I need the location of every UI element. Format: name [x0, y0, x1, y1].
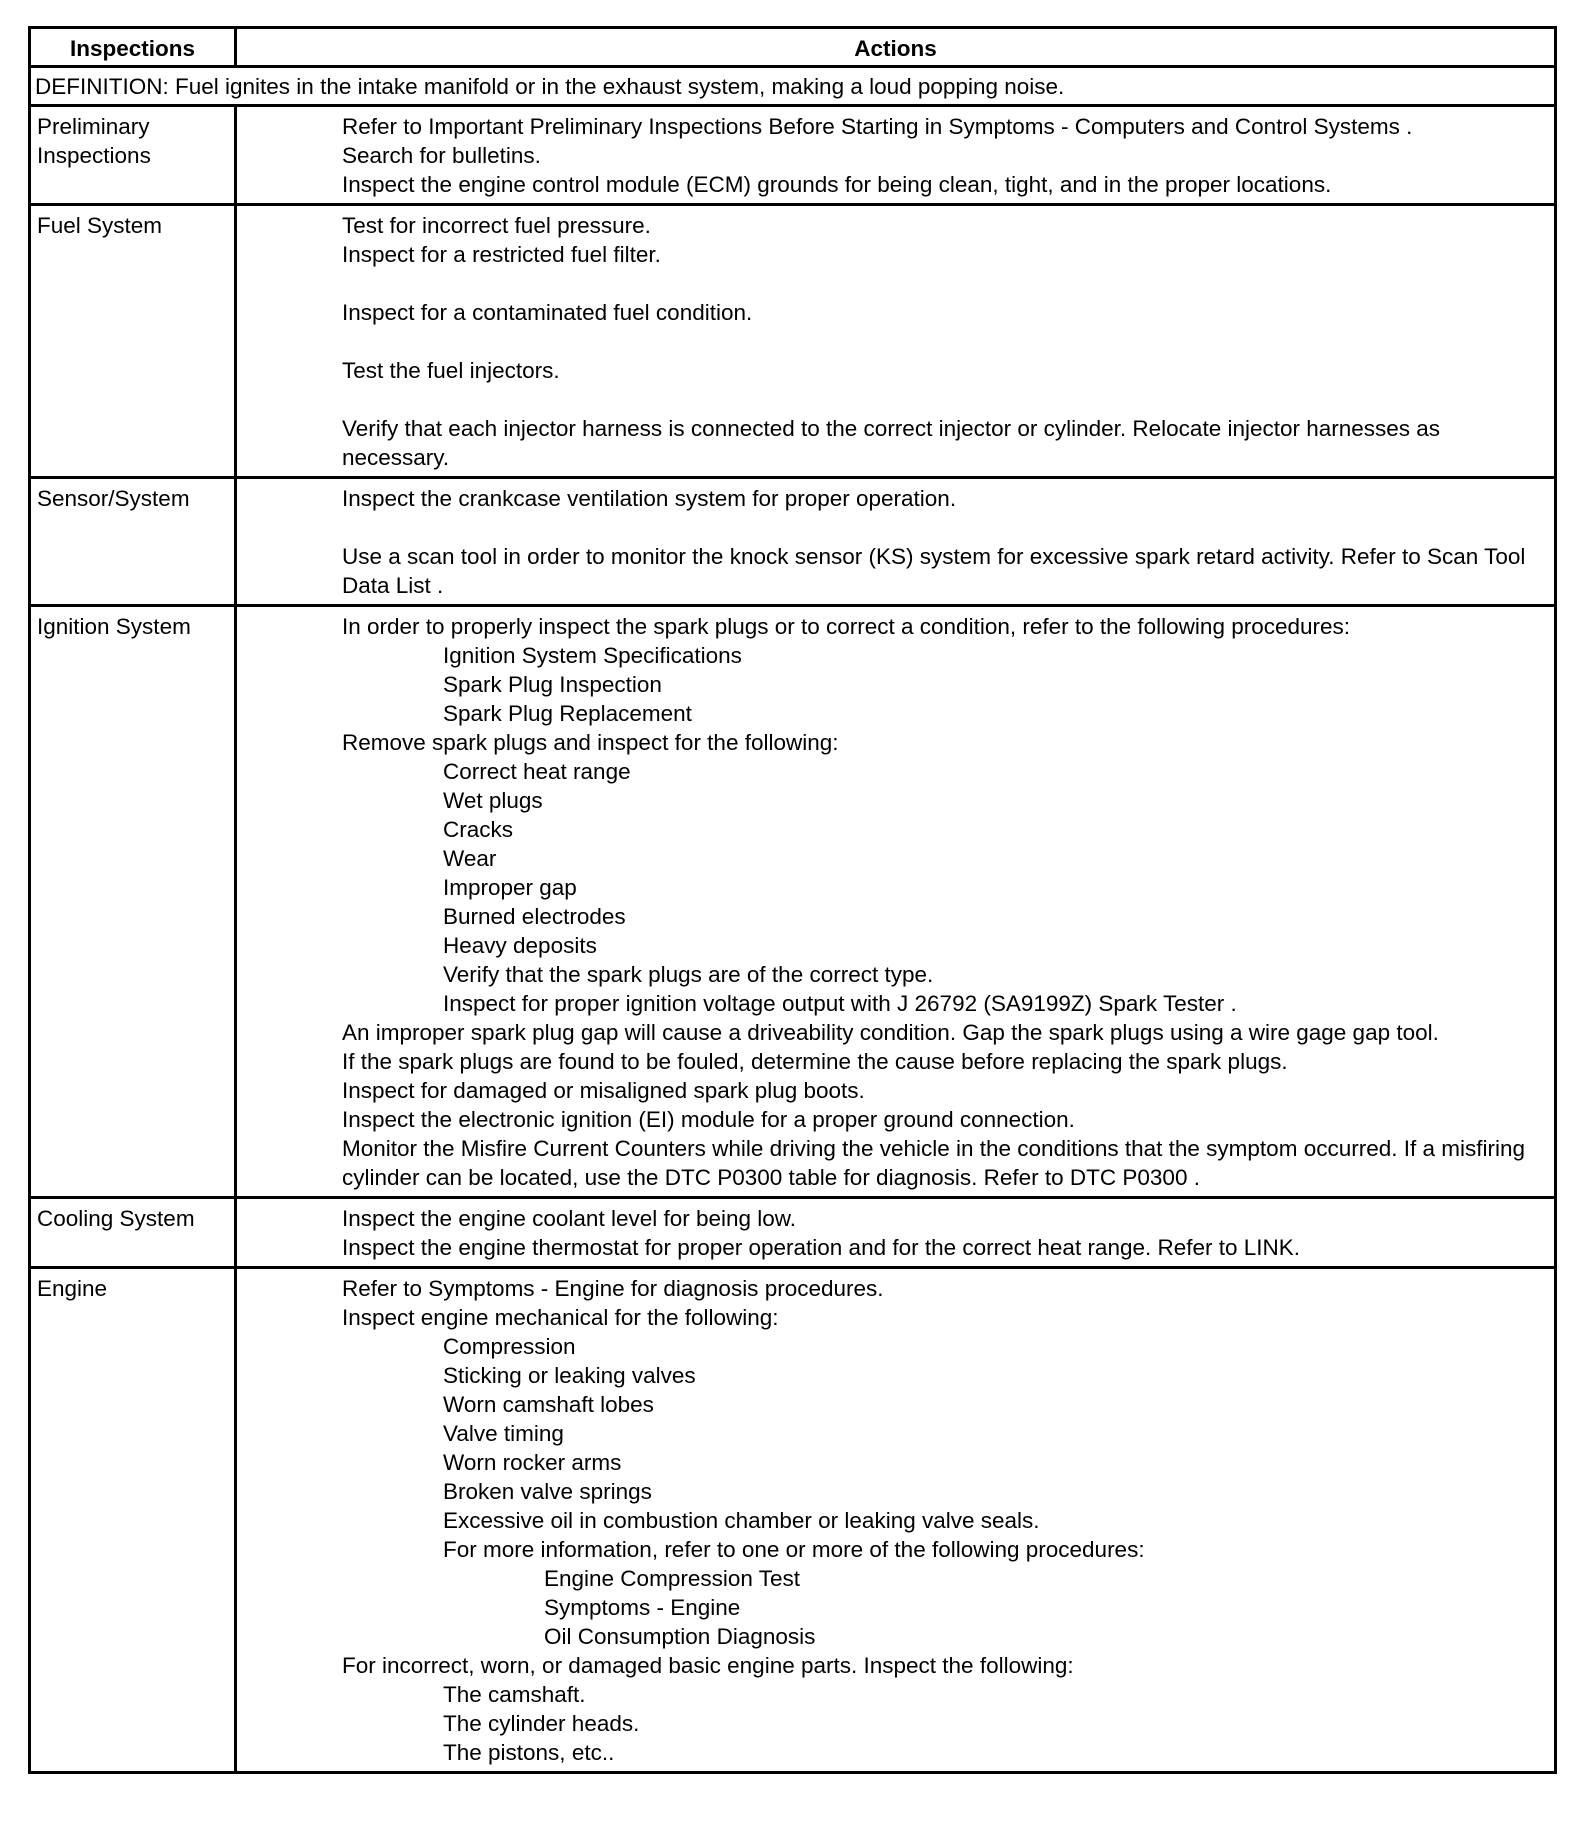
action-line: Inspect for damaged or misaligned spark plug boots.	[342, 1078, 865, 1103]
actions-cell	[236, 205, 1556, 478]
action-line: Sticking or leaking valves	[443, 1363, 696, 1388]
blank-line	[342, 513, 1546, 542]
definition-text: DEFINITION: Fuel ignites in the intake manifold or in the exhaust system, making a loud popping noise.	[30, 67, 1556, 106]
actions-header: Actions	[236, 28, 1556, 67]
table-row	[30, 478, 1556, 606]
action-line: Ignition System Specifications	[443, 643, 742, 668]
header-row	[30, 28, 1556, 67]
action-line: An improper spark plug gap will cause a driveability condition. Gap the spark plugs using a wire gage gap tool.	[342, 1020, 1439, 1045]
action-line: Search for bulletins.	[342, 143, 541, 168]
action-line: Inspect the engine coolant level for being low.	[342, 1206, 797, 1231]
action-line: Compression	[443, 1334, 576, 1359]
action-line: Engine Compression Test	[544, 1566, 800, 1591]
action-line: Cracks	[443, 817, 514, 842]
action-line: The pistons, etc..	[443, 1740, 615, 1765]
inspections-header: Inspections	[30, 28, 236, 67]
action-line: Test the fuel injectors.	[342, 358, 560, 383]
action-line: Monitor the Misfire Current Counters while driving the vehicle in the conditions that the symptom occurred. If a misfiring cylinder can be located, use the DTC P0300 table for diagnosis. Refer to DTC P0300 .	[342, 1136, 1526, 1190]
inspection-cell: Cooling System	[30, 1198, 236, 1268]
table-row	[30, 205, 1556, 478]
action-line: Valve timing	[443, 1421, 564, 1446]
action-line: Wet plugs	[443, 788, 543, 813]
action-line: Inspect the electronic ignition (EI) module for a proper ground connection.	[342, 1107, 1075, 1132]
action-line: Use a scan tool in order to monitor the knock sensor (KS) system for excessive spark retard activity. Refer to Scan Tool Data List .	[342, 544, 1526, 598]
action-line: Inspect engine mechanical for the following:	[342, 1305, 779, 1330]
action-line: Inspect the engine control module (ECM) grounds for being clean, tight, and in the proper locations.	[342, 172, 1332, 197]
blank-line	[342, 385, 1546, 414]
action-line: Correct heat range	[443, 759, 631, 784]
action-line: Broken valve springs	[443, 1479, 652, 1504]
action-line: Verify that each injector harness is connected to the correct injector or cylinder. Relocate injector harnesses as necessary.	[342, 416, 1441, 470]
actions-cell	[236, 106, 1556, 205]
action-line: Verify that the spark plugs are of the correct type.	[443, 962, 934, 987]
inspection-cell: Sensor/System	[30, 478, 236, 606]
inspection-cell: Ignition System	[30, 606, 236, 1198]
action-line: Oil Consumption Diagnosis	[544, 1624, 816, 1649]
table-row	[30, 106, 1556, 205]
blank-line	[342, 327, 1546, 356]
definition-row	[30, 67, 1556, 106]
action-line: Test for incorrect fuel pressure.	[342, 213, 651, 238]
actions-cell	[236, 1268, 1556, 1773]
action-line: For incorrect, worn, or damaged basic engine parts. Inspect the following:	[342, 1653, 1074, 1678]
action-line: In order to properly inspect the spark plugs or to correct a condition, refer to the following procedures:	[342, 614, 1351, 639]
action-line: For more information, refer to one or more of the following procedures:	[443, 1537, 1145, 1562]
action-line: Refer to Symptoms - Engine for diagnosis procedures.	[342, 1276, 884, 1301]
action-line: Heavy deposits	[443, 933, 597, 958]
action-line: Inspect for proper ignition voltage output with J 26792 (SA9199Z) Spark Tester .	[443, 991, 1237, 1016]
action-line: If the spark plugs are found to be fouled, determine the cause before replacing the spark plugs.	[342, 1049, 1288, 1074]
actions-cell	[236, 1198, 1556, 1268]
inspections-table	[28, 26, 1557, 1774]
action-line: Improper gap	[443, 875, 577, 900]
action-line: Excessive oil in combustion chamber or leaking valve seals.	[443, 1508, 1040, 1533]
table-row	[30, 1198, 1556, 1268]
action-line: Inspect for a contaminated fuel condition.	[342, 300, 753, 325]
inspection-cell: Engine	[30, 1268, 236, 1773]
action-line: Inspect the crankcase ventilation system for proper operation.	[342, 486, 957, 511]
action-line: Worn rocker arms	[443, 1450, 622, 1475]
action-line: Wear	[443, 846, 497, 871]
action-line: Symptoms - Engine	[544, 1595, 741, 1620]
action-line: Spark Plug Inspection	[443, 672, 662, 697]
inspection-cell: Fuel System	[30, 205, 236, 478]
action-line: Inspect for a restricted fuel filter.	[342, 242, 661, 267]
action-line: Worn camshaft lobes	[443, 1392, 654, 1417]
action-line: Spark Plug Replacement	[443, 701, 692, 726]
actions-cell	[236, 478, 1556, 606]
table-row	[30, 606, 1556, 1198]
action-line: Refer to Important Preliminary Inspections Before Starting in Symptoms - Computers and Control Systems .	[342, 114, 1413, 139]
action-line: Inspect the engine thermostat for proper operation and for the correct heat range. Refer to LINK.	[342, 1235, 1301, 1260]
actions-cell	[236, 606, 1556, 1198]
action-line: The cylinder heads.	[443, 1711, 640, 1736]
blank-line	[342, 269, 1546, 298]
table-row	[30, 1268, 1556, 1773]
action-line: The camshaft.	[443, 1682, 586, 1707]
action-line: Burned electrodes	[443, 904, 626, 929]
action-line: Remove spark plugs and inspect for the following:	[342, 730, 839, 755]
inspection-cell: Preliminary Inspections	[30, 106, 236, 205]
